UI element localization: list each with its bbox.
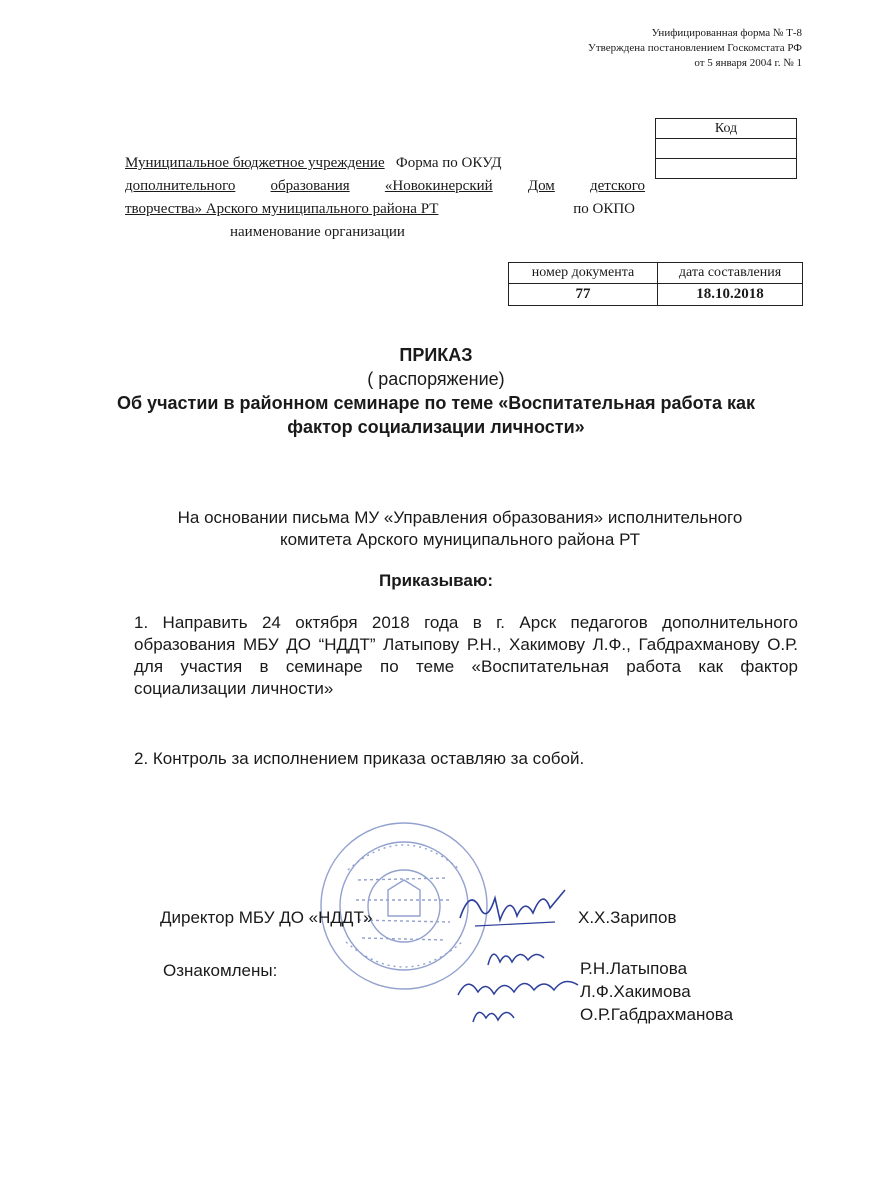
document-number-table <box>508 262 803 306</box>
form-meta-line1: Унифицированная форма № Т-8 <box>651 27 802 39</box>
form-meta-line3: от 5 января 2004 г. № 1 <box>694 57 802 69</box>
basis-paragraph <box>140 507 780 551</box>
code-header: Код <box>656 119 797 139</box>
form-meta <box>588 26 802 71</box>
acknowledged-list <box>580 957 733 1026</box>
ack-name: Л.Ф.Хакимова <box>580 982 691 1001</box>
doc-number-value: 77 <box>509 284 658 306</box>
org-name-part1: Муниципальное бюджетное учреждение <box>125 155 385 171</box>
acknowledgement-signatures-icon <box>448 940 588 1030</box>
order-word: Приказываю: <box>378 571 494 590</box>
title-main: ПРИКАЗ <box>399 345 473 365</box>
director-name: Х.Х.Зарипов <box>578 908 677 927</box>
code-okud-cell <box>656 139 797 159</box>
org-word: дополнительного <box>125 178 236 194</box>
org-caption: наименование организации <box>230 224 405 240</box>
acknowledged-label: Ознакомлены: <box>163 961 278 980</box>
ack-name: Р.Н.Латыпова <box>580 959 688 978</box>
org-name-part3: творчества» Арского муниципального района РТ <box>125 201 439 217</box>
title-line2: фактор социализации личности» <box>287 417 585 437</box>
code-table <box>655 118 797 179</box>
org-word: образования <box>270 178 350 194</box>
okud-label: Форма по ОКУД <box>395 155 502 171</box>
org-line-2 <box>125 175 645 198</box>
title-sub: ( распоряжение) <box>367 369 505 389</box>
org-line-3 <box>125 198 645 221</box>
org-word: Дом <box>527 178 555 194</box>
title-line1: Об участии в районном семинаре по теме «Воспитательная работа как <box>116 393 756 413</box>
org-line-1 <box>125 152 645 175</box>
basis-line1: На основании письма МУ «Управления образования» исполнительного <box>177 508 743 527</box>
doc-number-label: номер документа <box>509 263 658 284</box>
order-item-1: 1. Направить 24 октября 2018 года в г. Арск педагогов дополнительного образования МБУ ДО “НДДТ” Латыпову Р.Н., Хакимову Л.Ф., Габдрахманову О.Р. для участия в семинаре по теме «Воспитательная работа как фактор социализации личности» <box>134 613 798 698</box>
director-signature-icon <box>455 878 570 933</box>
doc-date-label: дата составления <box>658 263 803 284</box>
code-okpo-cell <box>656 159 797 179</box>
org-word: детского <box>590 178 645 194</box>
director-label: Директор МБУ ДО «НДДТ» <box>160 908 373 927</box>
okpo-label: по ОКПО <box>573 201 635 217</box>
form-meta-line2: Утверждена постановлением Госкомстата РФ <box>588 42 802 54</box>
organization-block <box>125 152 645 244</box>
org-word: «Новокинерский <box>384 178 493 194</box>
order-item-2: 2. Контроль за исполнением приказа оставляю за собой. <box>134 749 585 768</box>
basis-line2: комитета Арского муниципального района РТ <box>279 530 641 549</box>
ack-name: О.Р.Габдрахманова <box>580 1005 734 1024</box>
title-block <box>100 343 772 439</box>
doc-date-value: 18.10.2018 <box>658 284 803 306</box>
